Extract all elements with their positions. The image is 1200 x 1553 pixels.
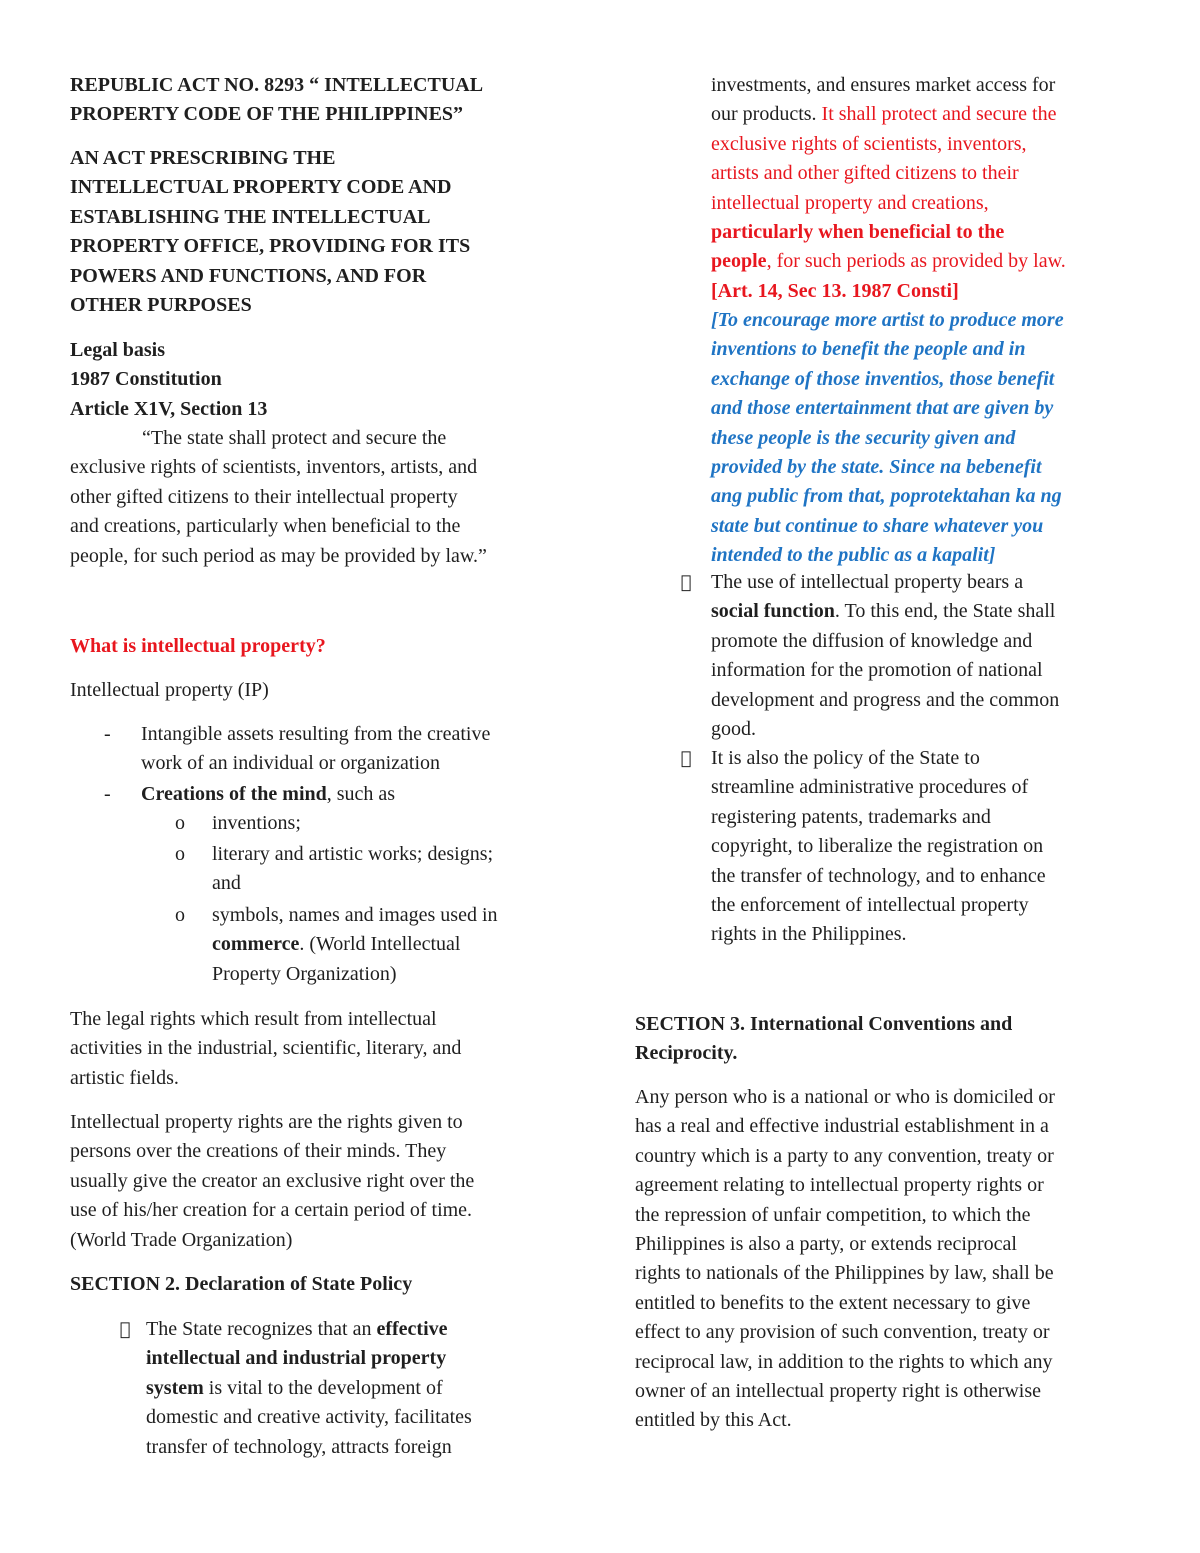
section-3-heading: SECTION 3. International Conventions and Reciprocity. — [635, 1013, 1013, 1065]
dash-marker: - — [104, 723, 111, 745]
section-3-body: Any person who is a national or who is domiciled or has a real and effective industrial establishment in a country which is a party to any convention, treaty or agreement relating to intellectual property rights or the repression of unfair competition, to which the Philippines is also a party, or extends reciprocal rights to nationals of the Philippines by law, shall be entitled to benefits to the extent necessary to give effect to any provision of such convention, treaty or reciprocal law, in addition to the rights to which any owner of an intellectual property right is otherwise entitled by this Act. — [635, 1086, 1055, 1432]
legal-basis: Legal basis 1987 Constitution Article X1V, Section 13 — [70, 339, 268, 420]
ip-label: Intellectual property (IP) — [70, 679, 269, 701]
act-subtitle: AN ACT PRESCRIBING THE INTELLECTUAL PROPERTY CODE AND ESTABLISHING THE INTELLECTUAL PROPERTY OFFICE, PROVIDING FOR ITS POWERS AND FUNCTIONS, AND FOR OTHER PURPOSES — [70, 147, 471, 317]
constitution-citation: [Art. 14, Sec 13. 1987 Consti] — [711, 279, 959, 302]
circle-marker: o — [175, 812, 185, 834]
circle-marker: o — [175, 843, 185, 865]
constitution-quote: “The state shall protect and secure the exclusive rights of scientists, inventors, artists, and other gifted citizens to their intellectual property and creations, particularly when beneficial to the people, for such period as may be provided by law.” — [70, 427, 487, 567]
checkmark-icon — [675, 744, 697, 773]
document-page: REPUBLIC ACT NO. 8293 “ INTELLECTUAL PROPERTY CODE OF THE PHILIPPINES” AN ACT PRESCRIBING THE INTELLECTUAL PROPERTY CODE AND ESTABLISHING THE INTELLECTUAL PROPERTY OFFICE, PROVIDING FOR ITS POWERS AND FUNCTIONS, AND FOR OTHER PURPOSES Legal basis 1987 Constitution Article X1V, Section 13 “The state shall protect and secure the exclusive rights of scientists, inventors, artists, and other gifted citizens to their intellectual property and creations, particularly when beneficial to the people, for such period as may be provided by law.” What is intellectual property? Intellectual property (IP) - Intangible assets resulting from the creative work of an individual or organization - Creations of the mind, such as o inventions; o literary and artistic works; designs; and o symbols, names and images used in commerce. (World Intellectual Property Organization) The legal rights which result from intellectual activities in the industrial, scientific, literary, and artistic fields. Intellectual property rights are the rights given to persons over the creations of their minds. They usually give the creator an exclusive right over the use of his/her creation for a certain period of time. (World Trade Organization) SECTION 2. Declaration of State Policy The State recognizes that an effective intellectual and industrial property system is vital to the development of domestic and creative activity, facilitates transfer of technology, attracts foreign investments, and ensures market access for our products. It shall protect and secure the exclusive rights of scientists, inventors, artists and other gifted citizens to their intellectual property and creations, particularly when beneficial to the people, for such periods as provided by law. [Art. 14, Sec 13. 1987 Consti] [To encourage more artist to produce more inventions to benefit the people and in exchange of those inventios, those benefit and those entertainment that are given by these people is the security given and provided by the state. Since na bebenefit ang public from that, poprotektahan ka ng state but continue to share whatever you intended to the public as a kapalit] The use of intellectual property bears a social function. To this end, the State shall promote the diffusion of knowledge and information for the promotion of national development and progress and the common good. It is also the policy of the State to streamline administrative procedures of registering patents, trademarks and copyright, to liberalize the registration on the transfer of technology, and to enhance the enforcement of intellectual property rights in the Philippines. SECTION 3. International Conventions and Reciprocity. Any person who is a national or who is domiciled or has a real and effective industrial establishment in a country which is a party to any convention, treaty or agreement relating to intellectual property rights or the repression of unfair competition, to which the Philippines is also a party, or extends reciprocal rights to nationals of the Philippines by law, shall be entitled to benefits to the extent necessary to give effect to any provision of such convention, treaty or reciprocal law, in addition to the rights to which any owner of an intellectual property right is otherwise entitled by this Act. — [0, 0, 1200, 1553]
checkmark-icon — [675, 568, 697, 597]
dash-marker: - — [104, 783, 111, 805]
ip-rights-paragraph: Intellectual property rights are the rights given to persons over the creations of their minds. They usually give the creator an exclusive right over the use of his/her creation for a certain period of time. (World Trade Organization) — [70, 1111, 475, 1251]
checkmark-icon — [114, 1315, 136, 1344]
document-title: REPUBLIC ACT NO. 8293 “ INTELLECTUAL PROPERTY CODE OF THE PHILIPPINES” — [70, 74, 484, 126]
ip-question-heading: What is intellectual property? — [70, 635, 326, 657]
circle-marker: o — [175, 904, 185, 926]
section-2-heading: SECTION 2. Declaration of State Policy — [70, 1273, 413, 1295]
legal-rights-paragraph: The legal rights which result from intellectual activities in the industrial, scientific, literary, and artistic fields. — [70, 1008, 462, 1089]
